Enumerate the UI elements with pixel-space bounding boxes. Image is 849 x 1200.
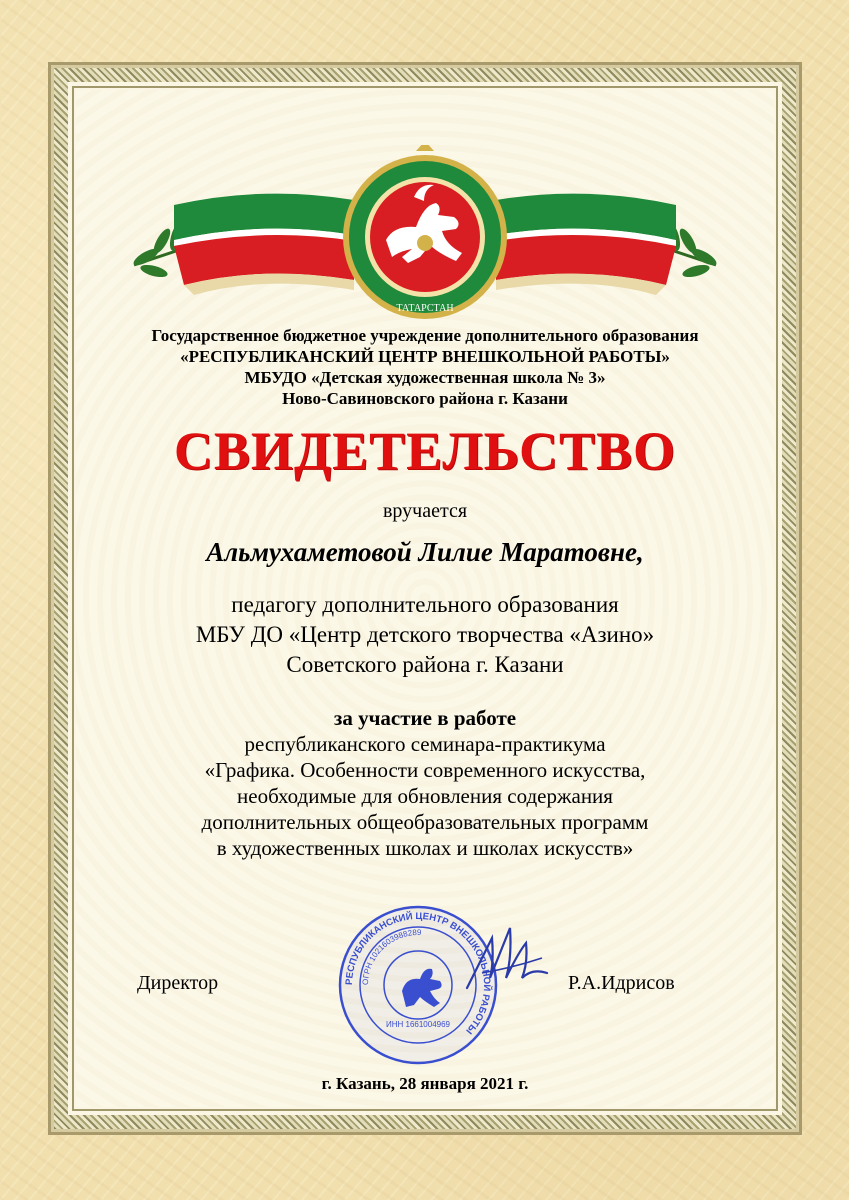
director-signature-icon <box>462 918 552 998</box>
emblem-ribbon-label: ТАТАРСТАН <box>396 303 454 314</box>
awarded-text: вручается <box>382 500 468 522</box>
tatarstan-emblem-icon <box>124 145 726 320</box>
seal-ogrn-path: ОГРН 1021603988289 <box>360 927 422 986</box>
recipient-position <box>76 590 774 680</box>
certificate-title: СВИДЕТЕЛЬСТВО <box>173 421 677 481</box>
reason-line-5: в художественных школах и школах искусств» <box>216 836 634 860</box>
seal-inn: ИНН 1661004969 <box>385 1020 451 1029</box>
reason-heading: за участие в работе <box>333 706 517 730</box>
organization-line-1: Государственное бюджетное учреждение дополнительного образования <box>151 326 699 345</box>
recipient-name: Альмухаметовой Лилие Маратовне, <box>206 537 644 567</box>
issue-date: г. Казань, 28 января 2021 г. <box>321 1074 529 1093</box>
reason-line-1: республиканского семинара-практикума <box>244 732 606 756</box>
position-line-1: педагогу дополнительного образования <box>231 592 619 617</box>
seal-outer-text-path: РЕСПУБЛИКАНСКИЙ ЦЕНТР ВНЕШКОЛЬНОЙ РАБОТЫ <box>343 910 493 1036</box>
organization-line-2: «РЕСПУБЛИКАНСКИЙ ЦЕНТР ВНЕШКОЛЬНОЙ РАБОТЫ» <box>180 347 670 366</box>
position-line-2: МБУ ДО «Центр детского творчества «Азино» <box>195 622 655 647</box>
signatory-role: Директор <box>137 972 219 994</box>
organization-line-4: Ново-Савиновского района г. Казани <box>282 389 568 408</box>
signatory-name: Р.А.Идрисов <box>568 972 675 994</box>
left-flag-ribbon <box>174 194 354 295</box>
organization-line-3: МБУДО «Детская художественная школа № 3» <box>244 368 606 387</box>
organization-header <box>76 325 774 409</box>
reason-line-2: «Графика. Особенности современного искусства, <box>204 758 646 782</box>
position-line-3: Советского района г. Казани <box>286 652 564 677</box>
coat-of-arms-icon <box>343 145 507 319</box>
reason-line-3: необходимые для обновления содержания <box>237 784 613 808</box>
reason-line-4: дополнительных общеобразовательных программ <box>201 810 649 834</box>
right-flag-ribbon <box>496 194 676 295</box>
award-reason <box>76 705 774 861</box>
